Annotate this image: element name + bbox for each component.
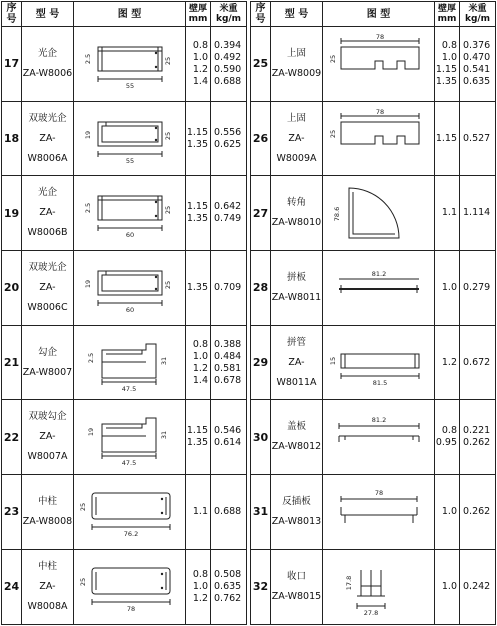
profile-c-channel-icon bbox=[74, 182, 185, 244]
header-thickness-unit: mm bbox=[188, 14, 208, 24]
thickness-value: 0.95 bbox=[435, 437, 457, 449]
model-cell bbox=[271, 475, 323, 550]
row-number: 24 bbox=[2, 549, 22, 624]
thickness-value: 1.35 bbox=[435, 75, 457, 87]
profile-code: ZA-W8006C bbox=[27, 281, 68, 313]
weight-cell bbox=[211, 400, 247, 475]
profile-drawing bbox=[74, 325, 186, 400]
model-cell bbox=[271, 325, 323, 400]
right_rows-0-dim-height: 25 bbox=[328, 54, 337, 63]
header-weight-unit: kg/m bbox=[464, 14, 491, 24]
thickness-value: 0.8 bbox=[192, 568, 208, 580]
header-thickness-label: 壁厚 bbox=[188, 4, 207, 14]
right_rows-5-dim-width: 81.2 bbox=[371, 416, 386, 425]
model-cell bbox=[271, 101, 323, 176]
thickness-cell bbox=[435, 27, 460, 102]
right_rows-7-dim-width: 27.8 bbox=[363, 608, 378, 617]
left_rows-4-dim-lip: 2.5 bbox=[86, 352, 95, 363]
profile-code: ZA-W8007A bbox=[27, 431, 68, 463]
profile-drawing bbox=[74, 251, 186, 326]
profile-drawing bbox=[323, 475, 435, 550]
profile-drawing bbox=[323, 325, 435, 400]
model-cell bbox=[271, 27, 323, 102]
left_rows-1-dim-inner: 19 bbox=[83, 130, 92, 139]
row-number: 23 bbox=[2, 475, 22, 550]
profile-name: 中柱 bbox=[37, 560, 57, 572]
weight-cell bbox=[460, 176, 496, 251]
left_rows-2-dim-width: 60 bbox=[125, 231, 134, 240]
right_rows-1-dim-width: 78 bbox=[375, 107, 384, 116]
profile-mullion-icon bbox=[74, 481, 185, 543]
left_rows-7-dim-width: 78 bbox=[126, 604, 135, 613]
profile-code: ZA-W8015 bbox=[271, 590, 322, 602]
profile-catalog-table bbox=[1, 1, 496, 625]
profile-code: ZA-W8010 bbox=[271, 217, 322, 229]
weight-value: 0.492 bbox=[214, 51, 242, 63]
model-cell bbox=[22, 325, 74, 400]
thickness-cell bbox=[435, 400, 460, 475]
model-cell bbox=[22, 475, 74, 550]
profile-drawing bbox=[74, 400, 186, 475]
thickness-value: 1.15 bbox=[435, 132, 457, 144]
right_rows-2-dim-size: 78.6 bbox=[332, 206, 341, 222]
header-thickness bbox=[435, 2, 460, 27]
weight-cell bbox=[460, 325, 496, 400]
header-shape: 图 型 bbox=[323, 2, 435, 27]
weight-value: 0.279 bbox=[463, 281, 491, 293]
left_rows-0-dim-width: 55 bbox=[125, 81, 134, 90]
thickness-cell bbox=[186, 475, 211, 550]
header-weight-label: 米重 bbox=[219, 4, 238, 14]
weight-value: 0.672 bbox=[463, 356, 491, 368]
weight-value: 0.221 bbox=[463, 425, 491, 437]
profile-tube-icon bbox=[323, 332, 434, 394]
thickness-cell bbox=[186, 176, 211, 251]
weight-value: 0.590 bbox=[214, 63, 242, 75]
weight-value: 0.709 bbox=[214, 281, 242, 293]
thickness-value: 1.2 bbox=[192, 63, 208, 75]
row-number: 22 bbox=[2, 400, 22, 475]
profile-reverse-plate-icon bbox=[323, 481, 434, 543]
thickness-cell bbox=[435, 475, 460, 550]
weight-value: 0.688 bbox=[214, 75, 242, 87]
profile-code: ZA-W8011A bbox=[276, 356, 317, 388]
profile-code: ZA-W8009 bbox=[271, 67, 322, 79]
left_rows-0-dim-lip: 2.5 bbox=[83, 53, 92, 65]
left_rows-6-dim-width: 76.2 bbox=[123, 529, 138, 538]
weight-value: 0.262 bbox=[463, 505, 491, 517]
header-no: 序号 bbox=[2, 2, 22, 27]
weight-value: 0.470 bbox=[463, 51, 491, 63]
header-row bbox=[2, 2, 496, 27]
profile-name: 拼板 bbox=[286, 271, 306, 283]
thickness-value: 0.8 bbox=[441, 39, 457, 51]
catalog-row bbox=[2, 27, 496, 102]
header-model: 型 号 bbox=[22, 2, 74, 27]
profile-drawing bbox=[323, 251, 435, 326]
profile-name: 上固 bbox=[286, 112, 306, 124]
weight-value: 0.625 bbox=[214, 138, 242, 150]
profile-name: 盖板 bbox=[286, 421, 306, 433]
left_rows-7-dim-height: 25 bbox=[78, 577, 87, 586]
thickness-value: 1.1 bbox=[192, 505, 208, 517]
model-cell bbox=[271, 176, 323, 251]
weight-value: 0.394 bbox=[214, 39, 242, 51]
profile-code: ZA-W8009A bbox=[276, 132, 317, 164]
profile-name: 双玻勾企 bbox=[28, 411, 67, 423]
weight-cell bbox=[211, 27, 247, 102]
thickness-cell bbox=[186, 325, 211, 400]
thickness-value: 1.4 bbox=[192, 75, 208, 87]
thickness-cell bbox=[186, 549, 211, 624]
profile-name: 反插板 bbox=[282, 495, 311, 507]
profile-drawing bbox=[323, 400, 435, 475]
weight-value: 0.262 bbox=[463, 437, 491, 449]
profile-top-fixed-icon bbox=[323, 33, 434, 95]
left_rows-5-dim-height: 31 bbox=[159, 431, 168, 440]
thickness-cell bbox=[435, 325, 460, 400]
thickness-value: 1.0 bbox=[192, 350, 208, 362]
profile-code: ZA-W8007 bbox=[22, 366, 73, 378]
profile-name: 双玻光企 bbox=[28, 112, 67, 124]
profile-top-fixed-icon bbox=[323, 108, 434, 170]
thickness-cell bbox=[435, 176, 460, 251]
profile-drawing bbox=[74, 475, 186, 550]
weight-value: 0.688 bbox=[214, 505, 242, 517]
row-number: 18 bbox=[2, 101, 22, 176]
thickness-value: 0.8 bbox=[192, 39, 208, 51]
thickness-cell bbox=[435, 549, 460, 624]
profile-name: 中柱 bbox=[37, 495, 57, 507]
left_rows-0-dim-height: 25 bbox=[163, 56, 172, 65]
catalog-row bbox=[2, 325, 496, 400]
header-weight bbox=[211, 2, 247, 27]
right_rows-7-dim-height: 17.8 bbox=[344, 575, 353, 590]
profile-drawing bbox=[323, 549, 435, 624]
row-number: 25 bbox=[251, 27, 271, 102]
header-model: 型 号 bbox=[271, 2, 323, 27]
thickness-value: 1.0 bbox=[441, 580, 457, 592]
profile-name: 上固 bbox=[286, 47, 306, 59]
weight-value: 0.642 bbox=[214, 201, 242, 213]
thickness-value: 1.2 bbox=[441, 356, 457, 368]
weight-value: 0.762 bbox=[214, 592, 242, 604]
profile-name: 光企 bbox=[37, 47, 57, 59]
weight-cell bbox=[211, 325, 247, 400]
thickness-value: 1.35 bbox=[186, 437, 208, 449]
right_rows-1-dim-height: 25 bbox=[328, 129, 337, 138]
weight-value: 0.635 bbox=[214, 580, 242, 592]
thickness-value: 1.0 bbox=[441, 505, 457, 517]
weight-value: 0.527 bbox=[463, 132, 491, 144]
thickness-cell bbox=[435, 101, 460, 176]
thickness-value: 1.2 bbox=[192, 362, 208, 374]
left_rows-5-dim-width: 47.5 bbox=[121, 459, 136, 468]
profile-mullion-icon bbox=[74, 556, 185, 618]
row-number: 29 bbox=[251, 325, 271, 400]
weight-cell bbox=[460, 101, 496, 176]
left_rows-4-dim-height: 31 bbox=[159, 356, 168, 365]
profile-drawing bbox=[74, 101, 186, 176]
thickness-cell bbox=[186, 251, 211, 326]
profile-drawing bbox=[74, 549, 186, 624]
thickness-value: 1.15 bbox=[186, 201, 208, 213]
profile-corner-icon bbox=[323, 182, 434, 244]
left_rows-4-dim-width: 47.5 bbox=[121, 384, 136, 393]
right_rows-0-dim-width: 78 bbox=[375, 32, 384, 41]
profile-code: ZA-W8013 bbox=[271, 515, 322, 527]
weight-value: 0.556 bbox=[214, 126, 242, 138]
row-number: 27 bbox=[251, 176, 271, 251]
model-cell bbox=[22, 176, 74, 251]
thickness-value: 0.8 bbox=[441, 425, 457, 437]
model-cell bbox=[22, 27, 74, 102]
header-no: 序号 bbox=[251, 2, 271, 27]
thickness-value: 1.0 bbox=[441, 51, 457, 63]
weight-value: 0.678 bbox=[214, 374, 242, 386]
weight-value: 0.484 bbox=[214, 350, 242, 362]
weight-value: 0.635 bbox=[463, 75, 491, 87]
profile-code: ZA-W8012 bbox=[271, 441, 322, 453]
weight-cell bbox=[211, 475, 247, 550]
profile-code: ZA-W8006 bbox=[22, 67, 73, 79]
right_rows-4-dim-height: 15 bbox=[328, 356, 337, 365]
right_rows-3-dim-width: 81.2 bbox=[371, 269, 386, 278]
profile-c-channel-icon bbox=[74, 33, 185, 95]
header-shape: 图 型 bbox=[74, 2, 186, 27]
catalog-body bbox=[2, 27, 496, 625]
weight-cell bbox=[460, 400, 496, 475]
left_rows-2-dim-lip: 2.5 bbox=[83, 203, 92, 214]
profile-closing-icon bbox=[323, 556, 434, 618]
profile-name: 勾企 bbox=[37, 346, 57, 358]
weight-cell bbox=[211, 176, 247, 251]
header-thickness-label: 壁厚 bbox=[437, 4, 456, 14]
thickness-cell bbox=[186, 101, 211, 176]
row-number: 19 bbox=[2, 176, 22, 251]
weight-value: 1.114 bbox=[463, 207, 491, 219]
left_rows-3-dim-inner: 19 bbox=[83, 279, 92, 289]
thickness-value: 1.4 bbox=[192, 374, 208, 386]
weight-value: 0.546 bbox=[214, 425, 242, 437]
weight-value: 0.376 bbox=[463, 39, 491, 51]
thickness-value: 1.15 bbox=[435, 63, 457, 75]
model-cell bbox=[22, 101, 74, 176]
thickness-cell bbox=[186, 27, 211, 102]
profile-name: 拼管 bbox=[286, 336, 306, 348]
profile-double-glass-icon bbox=[74, 108, 185, 170]
profile-drawing bbox=[323, 176, 435, 251]
profile-code: ZA-W8008A bbox=[27, 580, 68, 612]
profile-hook-icon bbox=[74, 332, 185, 394]
left_rows-1-dim-height: 25 bbox=[163, 131, 172, 140]
profile-cover-plate-icon bbox=[323, 406, 434, 468]
profile-name: 转角 bbox=[286, 197, 306, 209]
thickness-value: 1.35 bbox=[186, 281, 208, 293]
model-cell bbox=[22, 251, 74, 326]
weight-value: 0.749 bbox=[214, 213, 242, 225]
left_rows-3-dim-width: 60 bbox=[125, 305, 134, 314]
right_rows-6-dim-width: 78 bbox=[374, 488, 383, 497]
catalog-row bbox=[2, 400, 496, 475]
thickness-value: 1.0 bbox=[192, 51, 208, 63]
profile-drawing bbox=[74, 27, 186, 102]
weight-value: 0.541 bbox=[463, 63, 491, 75]
catalog-row bbox=[2, 101, 496, 176]
row-number: 26 bbox=[251, 101, 271, 176]
profile-code: ZA-W8006A bbox=[27, 132, 68, 164]
profile-double-glass-icon bbox=[74, 257, 185, 319]
header-weight bbox=[460, 2, 496, 27]
header-thickness-unit: mm bbox=[437, 14, 457, 24]
row-number: 32 bbox=[251, 549, 271, 624]
model-cell bbox=[271, 549, 323, 624]
left_rows-3-dim-height: 25 bbox=[163, 280, 172, 290]
profile-name: 双玻光企 bbox=[28, 261, 67, 273]
left_rows-1-dim-width: 55 bbox=[125, 156, 134, 165]
left_rows-6-dim-height: 25 bbox=[78, 502, 87, 512]
weight-cell bbox=[460, 475, 496, 550]
profile-code: ZA-W8006B bbox=[27, 207, 68, 239]
header-thickness bbox=[186, 2, 211, 27]
row-number: 20 bbox=[2, 251, 22, 326]
thickness-value: 1.35 bbox=[186, 213, 208, 225]
model-cell bbox=[22, 400, 74, 475]
row-number: 17 bbox=[2, 27, 22, 102]
left_rows-5-dim-lip: 19 bbox=[86, 428, 95, 437]
profile-drawing bbox=[74, 176, 186, 251]
weight-value: 0.508 bbox=[214, 568, 242, 580]
header-weight-unit: kg/m bbox=[215, 14, 242, 24]
catalog-row bbox=[2, 549, 496, 624]
weight-value: 0.388 bbox=[214, 338, 242, 350]
row-number: 28 bbox=[251, 251, 271, 326]
profile-code: ZA-W8011 bbox=[271, 291, 322, 303]
weight-value: 0.242 bbox=[463, 580, 491, 592]
weight-value: 0.614 bbox=[214, 437, 242, 449]
catalog-row bbox=[2, 475, 496, 550]
row-number: 30 bbox=[251, 400, 271, 475]
row-number: 21 bbox=[2, 325, 22, 400]
model-cell bbox=[271, 400, 323, 475]
weight-cell bbox=[460, 549, 496, 624]
thickness-value: 1.35 bbox=[186, 138, 208, 150]
profile-drawing bbox=[323, 101, 435, 176]
right_rows-4-dim-width: 81.5 bbox=[372, 378, 387, 387]
row-number: 31 bbox=[251, 475, 271, 550]
thickness-value: 0.8 bbox=[192, 338, 208, 350]
profile-flat-panel-icon bbox=[323, 257, 434, 319]
model-cell bbox=[271, 251, 323, 326]
profile-code: ZA-W8008 bbox=[22, 515, 73, 527]
profile-drawing bbox=[323, 27, 435, 102]
profile-name: 收口 bbox=[286, 570, 306, 582]
catalog-row bbox=[2, 176, 496, 251]
weight-cell bbox=[460, 27, 496, 102]
profile-name: 光企 bbox=[37, 187, 57, 199]
profile-hook-icon bbox=[74, 406, 185, 468]
thickness-cell bbox=[186, 400, 211, 475]
thickness-value: 1.0 bbox=[192, 580, 208, 592]
model-cell bbox=[22, 549, 74, 624]
thickness-cell bbox=[435, 251, 460, 326]
left_rows-2-dim-height: 25 bbox=[163, 206, 172, 215]
weight-value: 0.581 bbox=[214, 362, 242, 374]
weight-cell bbox=[460, 251, 496, 326]
header-weight-label: 米重 bbox=[468, 4, 487, 14]
weight-cell bbox=[211, 101, 247, 176]
thickness-value: 1.15 bbox=[186, 126, 208, 138]
thickness-value: 1.15 bbox=[186, 425, 208, 437]
catalog-row bbox=[2, 251, 496, 326]
thickness-value: 1.2 bbox=[192, 592, 208, 604]
weight-cell bbox=[211, 549, 247, 624]
thickness-value: 1.0 bbox=[441, 281, 457, 293]
weight-cell bbox=[211, 251, 247, 326]
thickness-value: 1.1 bbox=[441, 207, 457, 219]
